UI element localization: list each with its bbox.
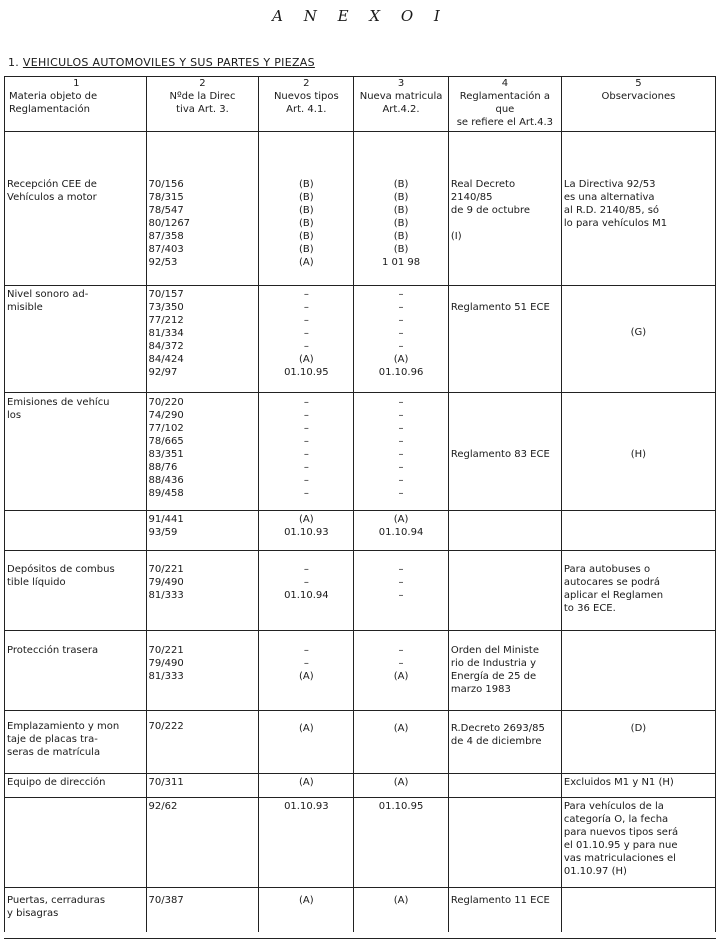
observaciones-cell <box>561 631 715 711</box>
table-row <box>5 798 716 888</box>
table-row <box>5 132 716 286</box>
codes-cell: 92/62 <box>146 798 259 888</box>
table-header-row <box>5 77 716 132</box>
materia-cell: Emisiones de vehícu los <box>5 393 147 511</box>
nuevos-cell: – – 01.10.94 <box>259 551 354 631</box>
reglamentacion-cell: Real Decreto 2140/85 de 9 de octubre (I) <box>448 132 561 286</box>
table-row <box>5 393 716 511</box>
table-row <box>5 774 716 798</box>
nuevos-cell: 01.10.93 <box>259 798 354 888</box>
observaciones-cell: Excluidos M1 y N1 (H) <box>561 774 715 798</box>
reglamentacion-cell <box>448 511 561 551</box>
matricula-cell: – – (A) <box>354 631 449 711</box>
reglamentacion-cell <box>448 551 561 631</box>
materia-cell: Recepción CEE de Vehículos a motor <box>5 132 147 286</box>
table-row <box>5 888 716 932</box>
nuevos-cell: (A) <box>259 888 354 932</box>
section-label: VEHICULOS AUTOMOVILES Y SUS PARTES Y PIEZAS <box>22 56 315 69</box>
matricula-cell: – – – – – – – – <box>354 393 449 511</box>
reglamentacion-cell <box>448 774 561 798</box>
nuevos-cell: (A) <box>259 774 354 798</box>
section-heading <box>8 56 315 69</box>
reglamentacion-cell <box>448 798 561 888</box>
reglamentacion-cell: R.Decreto 2693/85 de 4 de diciembre <box>448 711 561 774</box>
page-title: A N E X O I <box>272 7 448 25</box>
codes-cell: 70/311 <box>146 774 259 798</box>
nuevos-cell: – – – – – (A) 01.10.95 <box>259 286 354 393</box>
materia-cell <box>5 511 147 551</box>
codes-cell: 70/221 79/490 81/333 <box>146 631 259 711</box>
nuevos-cell: (B) (B) (B) (B) (B) (B) (A) <box>259 132 354 286</box>
materia-cell: Depósitos de combus tible líquido <box>5 551 147 631</box>
observaciones-cell: Para autobuses o autocares se podrá aplicar el Reglamen to 36 ECE. <box>561 551 715 631</box>
codes-cell: 91/441 93/59 <box>146 511 259 551</box>
header-col-5: 4 Reglamentación a que se refiere el Art.4.3 <box>448 77 561 132</box>
observaciones-cell: (H) <box>561 393 715 511</box>
observaciones-cell: (D) <box>561 711 715 774</box>
observaciones-cell: (G) <box>561 286 715 393</box>
matricula-cell: (A) <box>354 774 449 798</box>
observaciones-cell: Para vehículos de la categoría O, la fecha para nuevos tipos será el 01.10.95 y para nue vas matriculaciones el 01.10.97 (H) <box>561 798 715 888</box>
table-bottom-rule <box>4 938 716 939</box>
materia-cell: Emplazamiento y mon taje de placas tra- seras de matrícula <box>5 711 147 774</box>
nuevos-cell: – – (A) <box>259 631 354 711</box>
codes-cell: 70/220 74/290 77/102 78/665 83/351 88/76 88/436 89/458 <box>146 393 259 511</box>
materia-cell: Nivel sonoro ad- misible <box>5 286 147 393</box>
table-row <box>5 286 716 393</box>
codes-cell: 70/222 <box>146 711 259 774</box>
codes-cell: 70/156 78/315 78/547 80/1267 87/358 87/403 92/53 <box>146 132 259 286</box>
matricula-cell: 01.10.95 <box>354 798 449 888</box>
codes-cell: 70/387 <box>146 888 259 932</box>
nuevos-cell: – – – – – – – – <box>259 393 354 511</box>
observaciones-cell: La Directiva 92/53 es una alternativa al R.D. 2140/85, só lo para vehículos M1 <box>561 132 715 286</box>
materia-cell <box>5 798 147 888</box>
table-row <box>5 631 716 711</box>
matricula-cell: (B) (B) (B) (B) (B) (B) 1 01 98 <box>354 132 449 286</box>
table-row <box>5 711 716 774</box>
reglamentacion-cell: Reglamento 83 ECE <box>448 393 561 511</box>
reglamentacion-cell: Orden del Ministe rio de Industria y Energía de 25 de marzo 1983 <box>448 631 561 711</box>
matricula-cell: – – – <box>354 551 449 631</box>
table-row <box>5 511 716 551</box>
matricula-cell: (A) <box>354 888 449 932</box>
header-col-2: 2 Nºde la Direc tiva Art. 3. <box>146 77 259 132</box>
observaciones-cell <box>561 888 715 932</box>
nuevos-cell: (A) 01.10.93 <box>259 511 354 551</box>
section-number: 1. <box>8 56 20 69</box>
nuevos-cell: (A) <box>259 711 354 774</box>
header-col-6: 5 Observaciones <box>561 77 715 132</box>
materia-cell: Equipo de dirección <box>5 774 147 798</box>
regulation-table <box>4 76 716 932</box>
codes-cell: 70/157 73/350 77/212 81/334 84/372 84/424 92/97 <box>146 286 259 393</box>
materia-cell: Protección trasera <box>5 631 147 711</box>
reglamentacion-cell: Reglamento 51 ECE <box>448 286 561 393</box>
header-col-3: 2 Nuevos tipos Art. 4.1. <box>259 77 354 132</box>
observaciones-cell <box>561 511 715 551</box>
table-row <box>5 551 716 631</box>
matricula-cell: – – – – – (A) 01.10.96 <box>354 286 449 393</box>
reglamentacion-cell: Reglamento 11 ECE <box>448 888 561 932</box>
materia-cell: Puertas, cerraduras y bisagras <box>5 888 147 932</box>
header-col-1: 1 Materia objeto de Reglamentación <box>5 77 147 132</box>
header-col-4: 3 Nueva matricula Art.4.2. <box>354 77 449 132</box>
matricula-cell: (A) <box>354 711 449 774</box>
matricula-cell: (A) 01.10.94 <box>354 511 449 551</box>
codes-cell: 70/221 79/490 81/333 <box>146 551 259 631</box>
